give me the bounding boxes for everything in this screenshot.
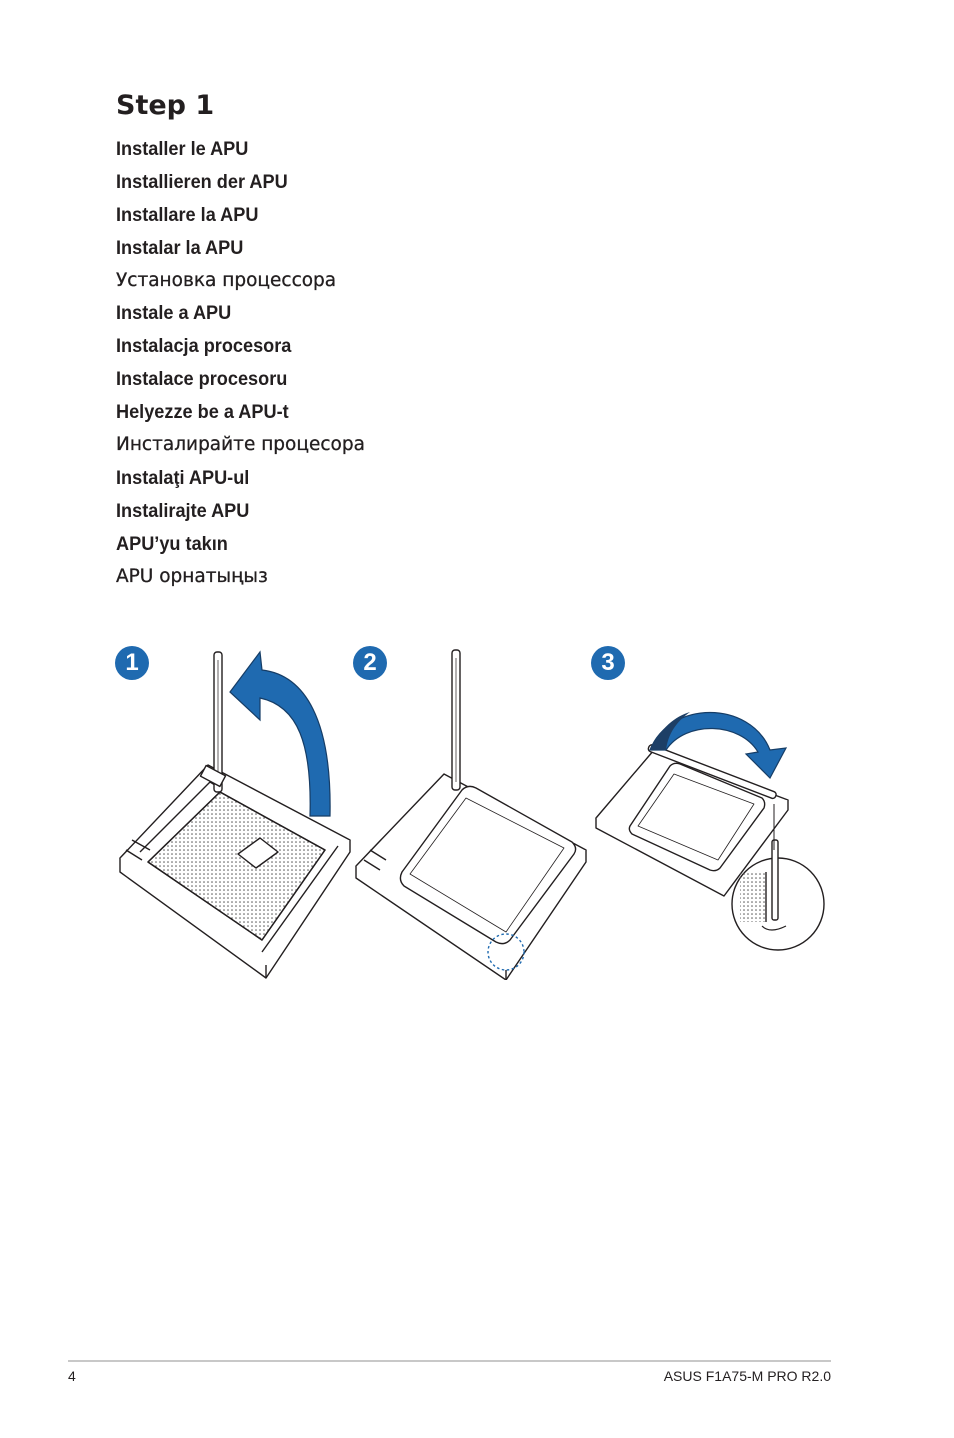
list-item: Инсталирайте процесора (116, 434, 365, 456)
language-list (116, 134, 365, 594)
list-item: APU орнатыңыз (116, 565, 268, 587)
page-number: 4 (68, 1368, 76, 1384)
list-item: Installieren der APU (116, 170, 288, 193)
list-item: Instalar la APU (116, 236, 244, 259)
step-2-badge: 2 (353, 646, 387, 680)
list-item: Installare la APU (116, 203, 259, 226)
list-item: Instalacja procesora (116, 335, 292, 358)
step-1-badge: 1 (115, 646, 149, 680)
list-item: Instalaţi APU-ul (116, 466, 250, 489)
list-item: Installer le APU (116, 138, 249, 160)
step-3-illustration (590, 700, 835, 955)
footer-divider (68, 1360, 831, 1362)
step-2-illustration (350, 640, 590, 980)
document-name: ASUS F1A75-M PRO R2.0 (663, 1368, 831, 1384)
page-title: Step 1 (116, 90, 215, 121)
list-item: Instalace procesoru (116, 368, 288, 391)
list-item: Установка процессора (116, 269, 337, 291)
list-item: Instale a APU (116, 302, 232, 325)
list-item: APU’yu takın (116, 532, 228, 555)
step-1-illustration (110, 640, 360, 985)
list-item: Instalirajte APU (116, 499, 250, 522)
list-item: Helyezze be a APU-t (116, 401, 289, 424)
step-3-badge: 3 (591, 646, 625, 680)
